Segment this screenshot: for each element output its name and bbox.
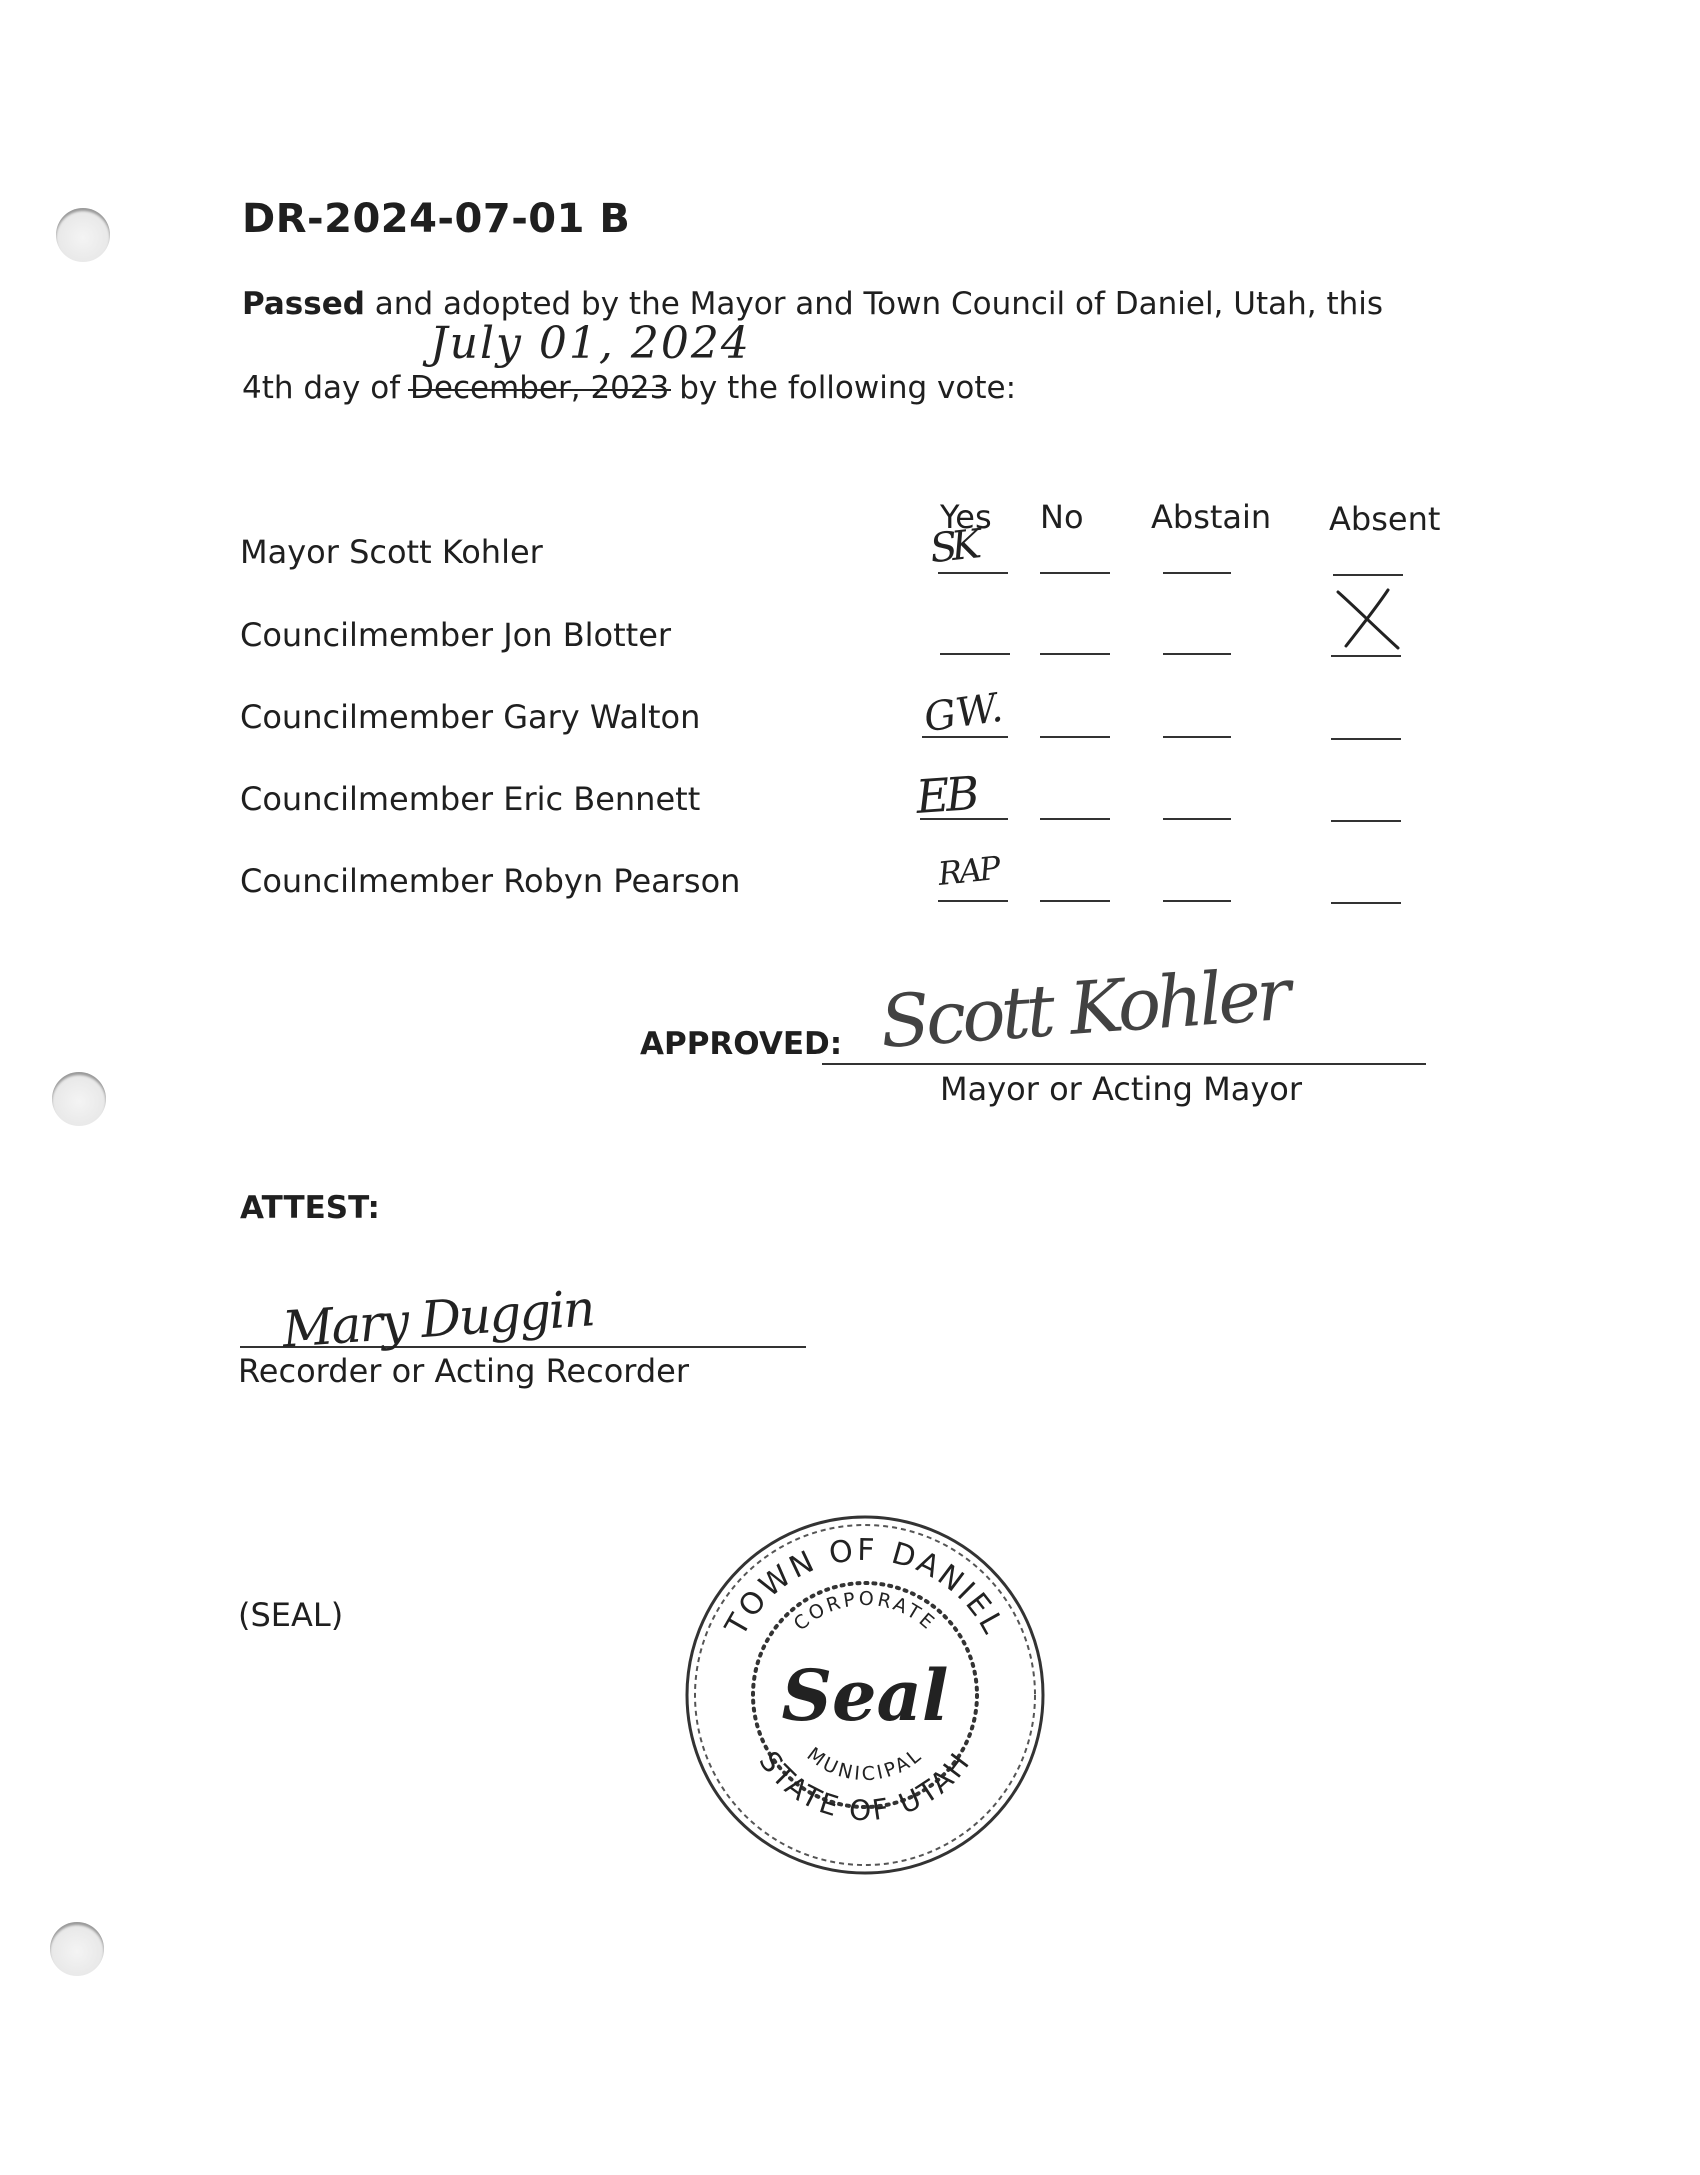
vote-blank <box>940 653 1010 655</box>
recorder-caption: Recorder or Acting Recorder <box>238 1352 690 1390</box>
passage-line-1 <box>242 286 1383 322</box>
vote-blank <box>1333 574 1403 576</box>
vote-blank <box>1163 572 1231 574</box>
vote-blank <box>1040 818 1110 820</box>
vote-blank <box>1163 900 1231 902</box>
vote-blank <box>1331 820 1401 822</box>
vote-mark-initials: EB <box>914 765 978 825</box>
svg-text:STATE OF UTAH <box>752 1745 977 1827</box>
vote-blank <box>938 572 1008 574</box>
town-seal <box>680 1510 1050 1880</box>
document-number: DR-2024-07-01 B <box>242 196 631 242</box>
seal-ring-bottom: STATE OF UTAH <box>752 1744 978 1828</box>
vote-blank <box>938 900 1008 902</box>
vote-mark-initials: RAP <box>936 848 1000 894</box>
mayor-signature-line <box>822 1063 1426 1065</box>
svg-text:MUNICIPAL <box>803 1743 927 1785</box>
binder-hole-middle <box>52 1072 106 1126</box>
vote-blank <box>1040 653 1110 655</box>
seal-ring-top: TOWN OF DANIEL <box>718 1532 1012 1642</box>
binder-hole-top <box>56 208 110 262</box>
passage-line-2-start: 4th day of <box>242 370 410 406</box>
binder-hole-bottom <box>50 1922 104 1976</box>
member-name: Councilmember Jon Blotter <box>240 616 672 654</box>
vote-blank <box>1331 902 1401 904</box>
vote-blank <box>1040 900 1110 902</box>
vote-mark-initials: SK <box>927 521 978 573</box>
member-name: Mayor Scott Kohler <box>240 533 543 571</box>
seal-label: (SEAL) <box>238 1596 344 1634</box>
handwritten-date: July 01, 2024 <box>430 318 751 369</box>
vote-blank <box>1331 655 1401 657</box>
column-absent: Absent <box>1329 500 1441 538</box>
vote-blank <box>1040 736 1110 738</box>
approved-label: APPROVED: <box>640 1026 843 1062</box>
passage-line-1-text: and adopted by the Mayor and Town Council of Daniel, Utah, this <box>374 286 1384 322</box>
vote-mark-initials: GW. <box>921 684 1006 742</box>
passage-line-2-end: by the following vote: <box>669 370 1017 406</box>
mayor-signature: Scott Kohler <box>877 951 1290 1065</box>
column-no: No <box>1040 498 1084 536</box>
vote-blank <box>1163 818 1231 820</box>
column-abstain: Abstain <box>1151 498 1272 536</box>
vote-blank <box>1163 653 1231 655</box>
struck-date: December, 2023 <box>410 370 670 406</box>
seal-inner-top: CORPORATE <box>789 1587 941 1636</box>
passed-word: Passed <box>242 286 365 322</box>
member-name: Councilmember Gary Walton <box>240 698 701 736</box>
attest-label: ATTEST: <box>240 1190 380 1226</box>
vote-blank <box>1040 572 1110 574</box>
absent-x-mark <box>1332 588 1404 652</box>
mayor-caption: Mayor or Acting Mayor <box>940 1070 1302 1108</box>
column-yes: Yes <box>940 498 992 536</box>
member-name: Councilmember Eric Bennett <box>240 780 701 818</box>
vote-blank <box>1331 738 1401 740</box>
member-name: Councilmember Robyn Pearson <box>240 862 741 900</box>
seal-inner-bottom: MUNICIPAL <box>802 1743 928 1786</box>
vote-blank <box>1163 736 1231 738</box>
recorder-signature: Mary Duggin <box>280 1279 596 1359</box>
seal-center: Seal <box>781 1654 949 1737</box>
passage-line-2 <box>242 370 1016 406</box>
